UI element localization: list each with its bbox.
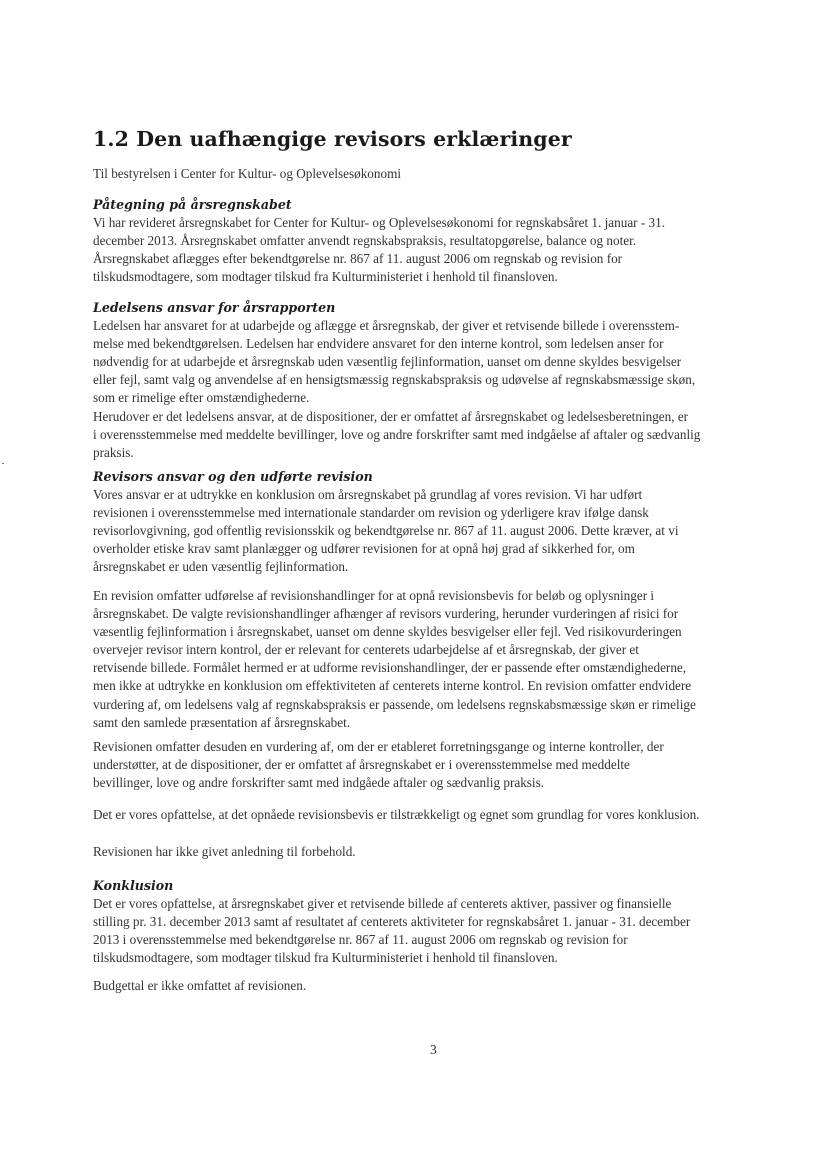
text-line: Ledelsen har ansvaret for at udarbejde og aflægge et årsregnskab, der giver et retvisende billede i overensstem-: [93, 318, 680, 334]
section-paategning: [93, 196, 753, 286]
paragraph-revision-desuden: [93, 738, 753, 792]
section-heading-paategning: Påtegning på årsregnskabet: [93, 197, 292, 212]
text-line: En revision omfatter udførelse af revisionshandlinger for at opnå revisionsbevis for beløb og oplysninger i: [93, 588, 655, 603]
text-line: årsregnskabet. De valgte revisionshandlinger afhænger af revisors vurdering, herunder vurderingen af risici for: [93, 606, 679, 622]
text-line: Det er vores opfattelse, at det opnåede revisionsbevis er tilstrækkeligt og egnet som grundlag for vores konklusion.: [93, 807, 700, 822]
section-heading-ledelsens-ansvar: Ledelsens ansvar for årsrapporten: [93, 300, 336, 315]
text-line: tilskudsmodtagere, som modtager tilskud fra Kulturministeriet i henhold til finansloven.: [93, 950, 558, 966]
text-line: som er rimelige efter omstændighederne.: [93, 390, 310, 406]
page-title: 1.2 Den uafhængige revisors erklæringer: [93, 127, 572, 151]
page-number: 3: [430, 1042, 437, 1057]
text-line: eller fejl, samt valg og anvendelse af en hensigtsmæssig regnskabspraksis og udøvelse af regnskabsmæssige skøn,: [93, 372, 696, 388]
text-line: Revisionen omfatter desuden en vurdering af, om der er etableret forretningsgange og interne kontroller, der: [93, 739, 664, 754]
text-line: væsentlig fejlinformation i årsregnskabet, uanset om denne skyldes besvigelser eller fejl. Ved risikovurderingen: [93, 624, 682, 640]
text-line: overholder etiske krav samt planlægger og udfører revisionen for at opnå høj grad af sikkerhed for, om: [93, 541, 635, 557]
section-heading-revisors-ansvar: Revisors ansvar og den udførte revision: [93, 469, 373, 484]
text-line: overvejer revisor intern kontrol, der er relevant for centerets udarbejdelse af et årsregnskab, der giver et: [93, 642, 639, 658]
text-line: Vi har revideret årsregnskabet for Center for Kultur- og Oplevelsesøkonomi for regnskabsåret 1. januar - 31.: [93, 215, 666, 231]
text-line: tilskudsmodtagere, som modtager tilskud fra Kulturministeriet i henhold til finansloven.: [93, 269, 558, 285]
text-line: revisorlovgivning, god offentlig revisionsskik og bekendtgørelse nr. 867 af 11. august 2006. Dette kræver, at vi: [93, 523, 679, 539]
text-line: men ikke at udtrykke en konklusion om effektiviteten af centerets interne kontrol. En revision omfatter endvidere: [93, 678, 692, 694]
section-konklusion: [93, 877, 753, 967]
text-line: Årsregnskabet aflægges efter bekendtgørelse nr. 867 af 11. august 2006 om regnskab og revision for: [93, 251, 623, 267]
section-revisors-ansvar: [93, 468, 753, 577]
text-line: Det er vores opfattelse, at årsregnskabet giver et retvisende billede af centerets aktiver, passiver og finansielle: [93, 896, 672, 912]
section-ledelsens-ansvar: [93, 299, 753, 462]
text-line: melse med bekendtgørelsen. Ledelsen har endvidere ansvaret for den interne kontrol, som ledelsen anser for: [93, 336, 664, 352]
paragraph-budget: [93, 977, 753, 995]
text-line: stilling pr. 31. december 2013 samt af resultatet af centerets aktiviteter for regnskabsåret 1. januar - 31. december: [93, 914, 691, 930]
text-line: december 2013. Årsregnskabet omfatter anvendt regnskabspraksis, resultatopgørelse, balance og noter.: [93, 233, 637, 249]
text-line: vurdering af, om ledelsens valg af regnskabspraksis er passende, om ledelsens regnskabsmæssige skøn er rimelige: [93, 696, 696, 712]
text-line: praksis.: [93, 444, 134, 460]
section-heading-konklusion: Konklusion: [93, 878, 174, 893]
text-line: understøtter, at de dispositioner, der er omfattet af årsregnskabet er i overensstemmelse med meddelte: [93, 757, 630, 773]
paragraph-revision-omfatter: [93, 587, 753, 732]
paragraph-opfattelse: [93, 806, 753, 824]
text-line: Herudover er det ledelsens ansvar, at de dispositioner, der er omfattet af årsregnskabet og ledelsesberetningen, er: [93, 408, 689, 424]
text-line: bevillinger, love og andre forskrifter samt med indgåede aftaler og sædvanlig praksis.: [93, 775, 545, 791]
text-line: revisionen i overensstemmelse med internationale standarder om revision og yderligere krav ifølge dansk: [93, 505, 649, 521]
text-line: Vores ansvar er at udtrykke en konklusion om årsregnskabet på grundlag af vores revision. Vi har udført: [93, 487, 643, 503]
text-line: nødvendig for at udarbejde et årsregnskab uden væsentlig fejlinformation, uanset om denne skyldes besvigelser: [93, 354, 682, 370]
recipient-text: Til bestyrelsen i Center for Kultur- og Oplevelsesøkonomi: [93, 166, 402, 181]
text-line: i overensstemmelse med meddelte bevillinger, love og andre forskrifter samt med indgåelse af aftaler og sædvanlig: [93, 426, 701, 442]
recipient-line: [93, 165, 753, 183]
paragraph-forbehold: [93, 843, 753, 861]
text-line: årsregnskabet er uden væsentlig fejlinformation.: [93, 559, 349, 575]
text-line: 2013 i overensstemmelse med bekendtgørelse nr. 867 af 11. august 2006 om regnskab og revision for: [93, 932, 628, 948]
text-line: samt den samlede præsentation af årsregnskabet.: [93, 714, 351, 730]
margin-mark: [2, 463, 4, 464]
text-line: Revisionen har ikke givet anledning til forbehold.: [93, 844, 356, 859]
text-line: Budgettal er ikke omfattet af revisionen.: [93, 978, 307, 993]
text-line: retvisende billede. Formålet hermed er at udforme revisionshandlinger, der er passende efter omstændighederne,: [93, 660, 687, 676]
